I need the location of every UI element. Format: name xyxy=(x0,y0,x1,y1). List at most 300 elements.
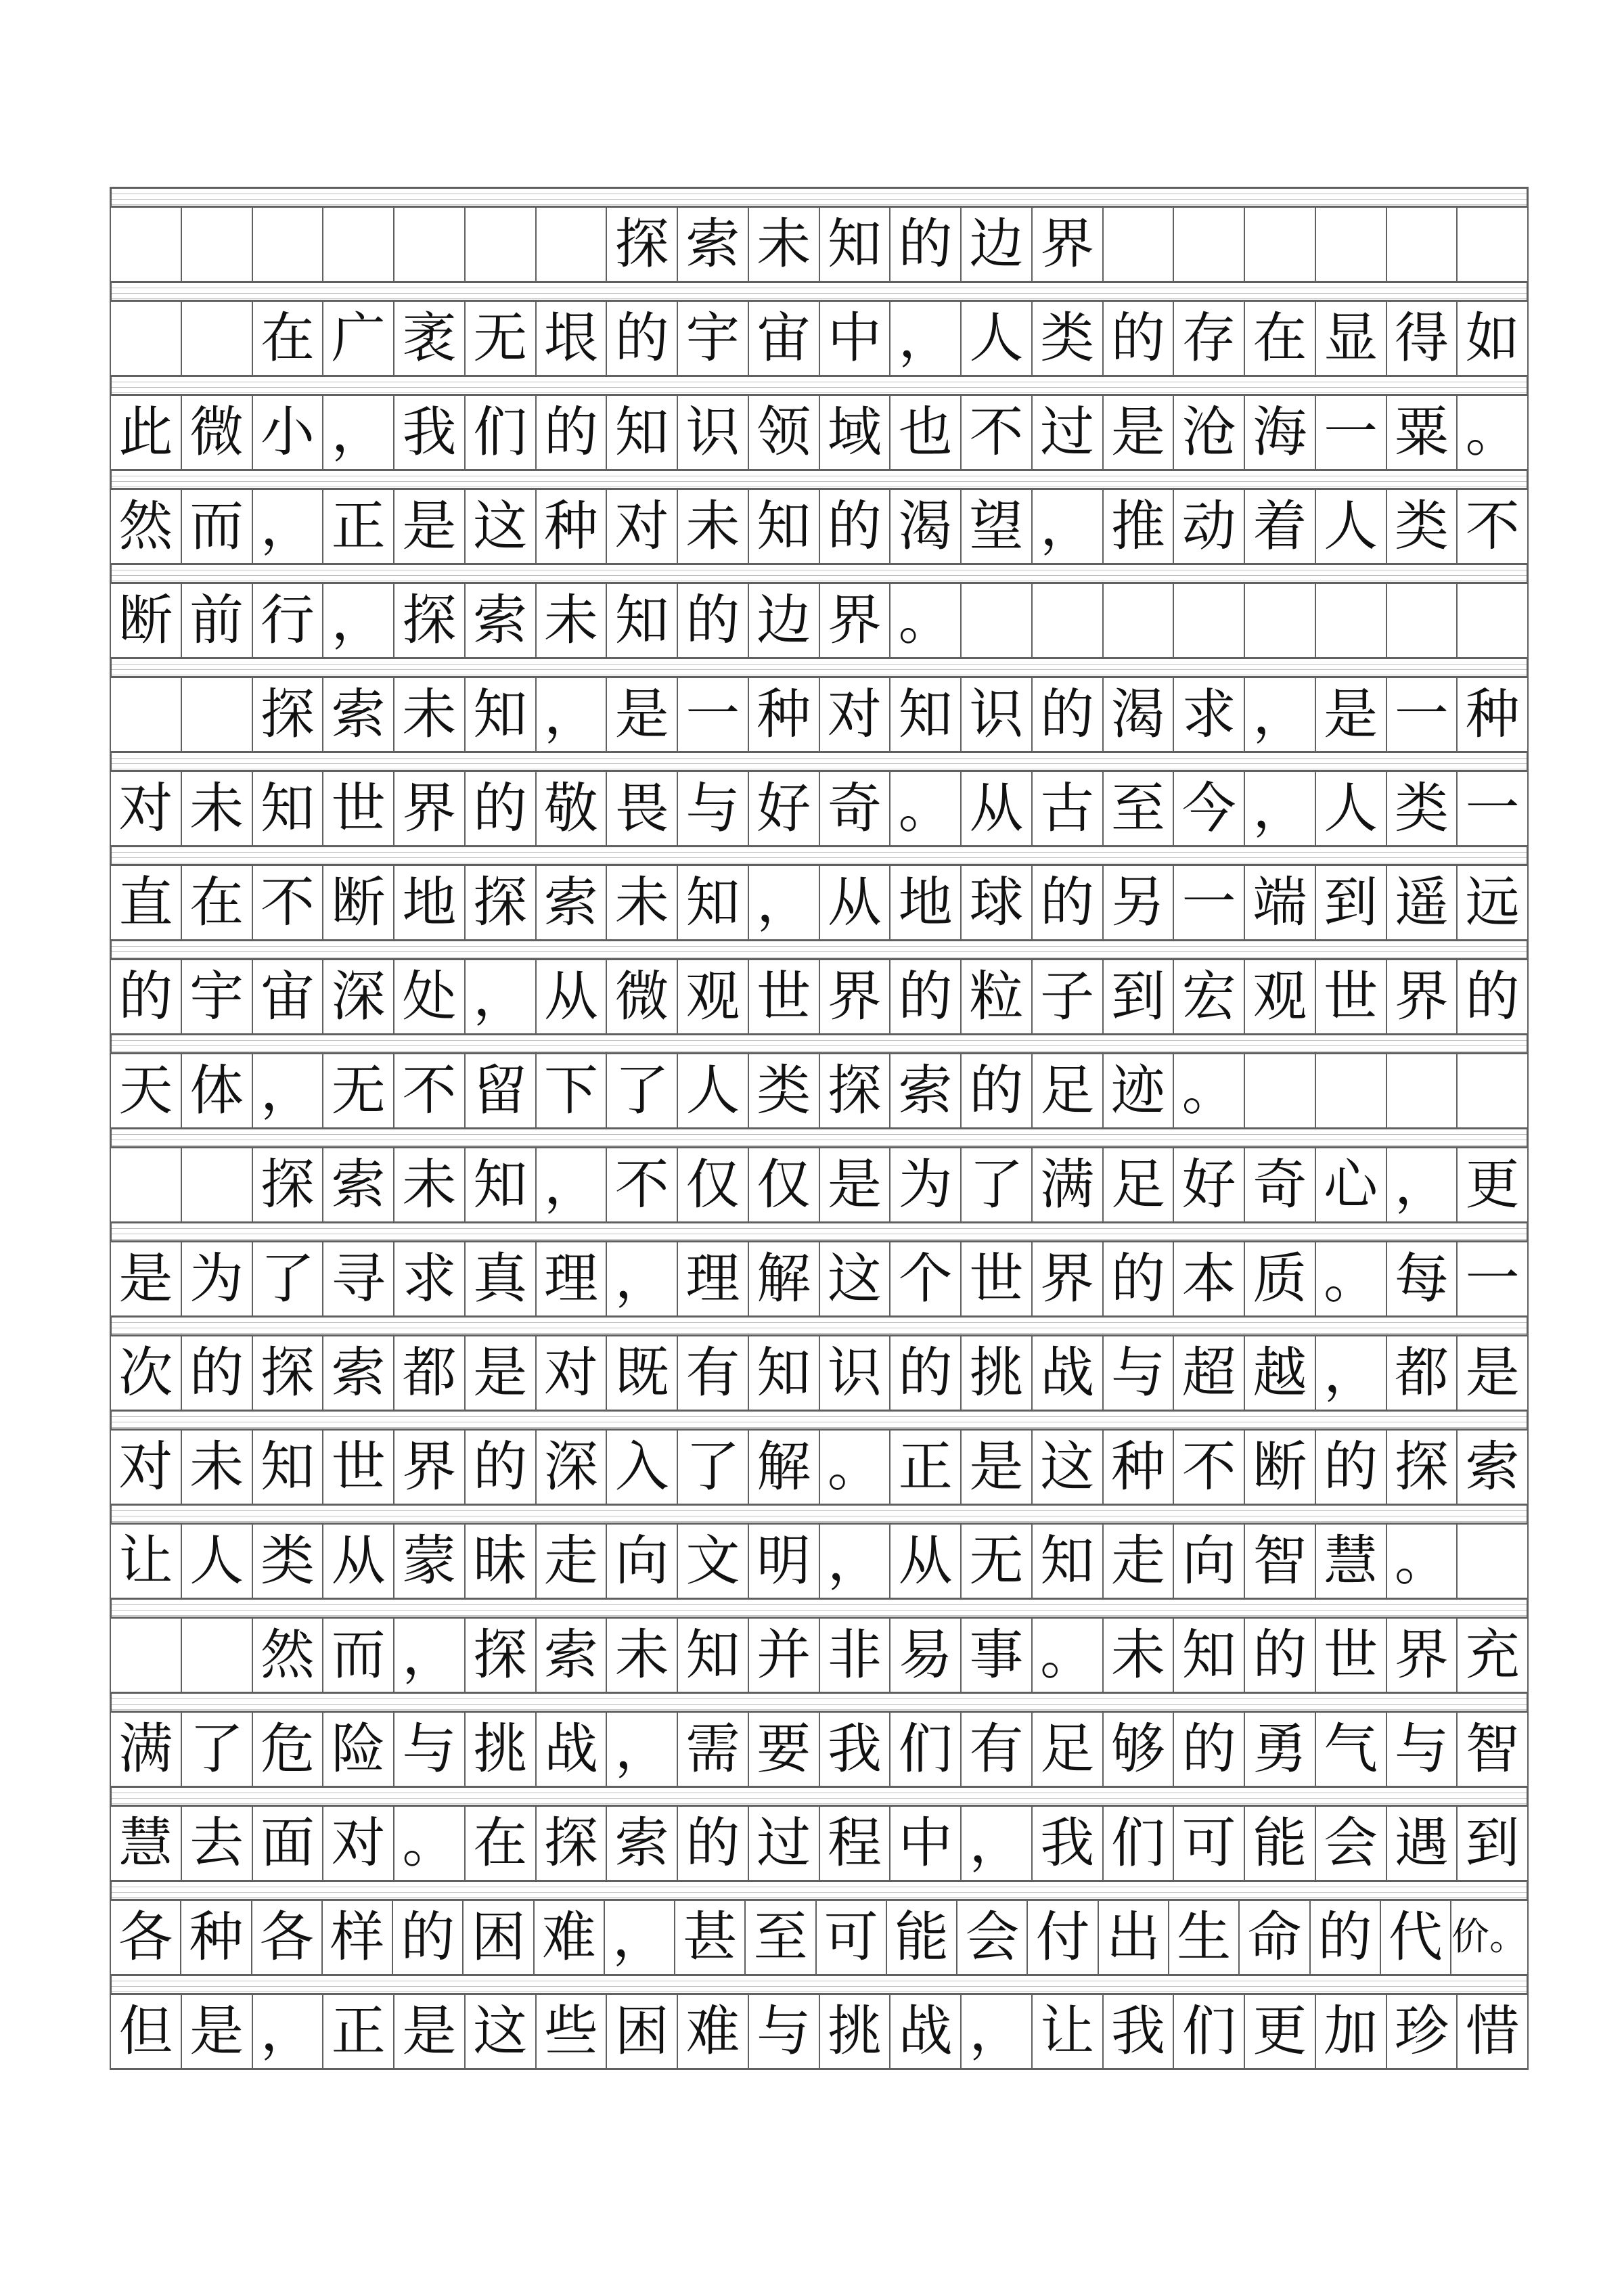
grid-cell: 。 xyxy=(1033,1619,1104,1692)
grid-cell: 有 xyxy=(962,1713,1033,1786)
grid-cell xyxy=(1104,208,1175,281)
grid-cell: 至 xyxy=(746,1901,816,1974)
grid-cell: 。 xyxy=(1316,1242,1387,1315)
grid-cell: 蒙 xyxy=(394,1525,466,1598)
grid-cell: 遇 xyxy=(1387,1807,1458,1880)
grid-cell: 正 xyxy=(890,1431,962,1504)
grid-cell: 解 xyxy=(749,1242,820,1315)
row-spacer xyxy=(110,471,1529,490)
grid-cell: 未 xyxy=(607,866,678,939)
grid-cell: 索 xyxy=(607,1807,678,1880)
grid-cell: 各 xyxy=(111,1901,181,1974)
grid-cell: 边 xyxy=(749,584,820,657)
row-spacer xyxy=(110,1035,1529,1054)
grid-cell: 面 xyxy=(253,1807,324,1880)
grid-cell: 探 xyxy=(1387,1431,1458,1504)
grid-cell: 更 xyxy=(1245,1995,1316,2068)
grid-cell: 迹 xyxy=(1104,1054,1175,1127)
grid-cell: 未 xyxy=(1104,1619,1175,1692)
row-spacer xyxy=(110,283,1529,302)
grid-cell: 满 xyxy=(111,1713,182,1786)
grid-cell: 战 xyxy=(1033,1336,1104,1410)
title-char: 未 xyxy=(749,208,820,281)
grid-cell: 的 xyxy=(1033,866,1104,939)
text-row xyxy=(110,1619,1529,1694)
grid-cell: 对 xyxy=(537,1336,608,1410)
grid-cell: 索 xyxy=(890,1054,962,1127)
text-row xyxy=(110,1807,1529,1882)
grid-cell: 的 xyxy=(607,302,678,375)
grid-cell: 过 xyxy=(749,1807,820,1880)
grid-cell: 的 xyxy=(1033,678,1104,751)
grid-cell: 世 xyxy=(1316,1619,1387,1692)
text-row xyxy=(110,1525,1529,1600)
grid-cell: 人 xyxy=(678,1054,749,1127)
grid-cell: 难 xyxy=(535,1901,605,1974)
grid-cell: 并 xyxy=(749,1619,820,1692)
grid-cell: 挑 xyxy=(820,1995,891,2068)
grid-cell: 探 xyxy=(466,1619,537,1692)
grid-cell xyxy=(1104,584,1175,657)
grid-cell: 生 xyxy=(1169,1901,1240,1974)
grid-cell: 界 xyxy=(1033,1242,1104,1315)
grid-cell xyxy=(182,1619,253,1692)
grid-cell: ， xyxy=(253,490,324,563)
grid-cell: 未 xyxy=(182,1431,253,1504)
grid-cell: ， xyxy=(820,1525,891,1598)
grid-cell: 都 xyxy=(1387,1336,1458,1410)
grid-cell: 与 xyxy=(1387,1713,1458,1786)
grid-cell: 仅 xyxy=(749,1148,820,1221)
grid-cell: 类 xyxy=(1033,302,1104,375)
title-char: 探 xyxy=(607,208,678,281)
row-spacer xyxy=(110,659,1529,678)
grid-cell xyxy=(253,208,324,281)
text-row xyxy=(110,960,1529,1035)
grid-cell: 识 xyxy=(820,1336,891,1410)
grid-cell: 不 xyxy=(394,1054,466,1127)
grid-cell: 从 xyxy=(890,1525,962,1598)
grid-cell: 会 xyxy=(957,1901,1028,1974)
grid-cell: 袤 xyxy=(394,302,466,375)
grid-cell: 各 xyxy=(252,1901,323,1974)
grid-cell: 而 xyxy=(182,490,253,563)
grid-cell: 们 xyxy=(1104,1807,1175,1880)
grid-cell: 满 xyxy=(1033,1148,1104,1221)
grid-cell: 世 xyxy=(749,960,820,1033)
grid-cell: 奇 xyxy=(1245,1148,1316,1221)
grid-cell: 有 xyxy=(678,1336,749,1410)
grid-cell: 界 xyxy=(394,772,466,845)
grid-cell: 个 xyxy=(890,1242,962,1315)
title-char: 索 xyxy=(678,208,749,281)
grid-cell: 加 xyxy=(1316,1995,1387,2068)
grid-cell: 深 xyxy=(323,960,394,1033)
grid-cell: 慧 xyxy=(111,1807,182,1880)
grid-cell: 知 xyxy=(607,584,678,657)
grid-cell: 索 xyxy=(1458,1431,1529,1504)
grid-cell: 对 xyxy=(820,678,891,751)
row-spacer xyxy=(110,1129,1529,1148)
grid-cell: 粒 xyxy=(962,960,1033,1033)
grid-cell: 探 xyxy=(394,584,466,657)
grid-cell: 正 xyxy=(323,1995,394,2068)
grid-cell: 人 xyxy=(962,302,1033,375)
grid-cell: 渴 xyxy=(1104,678,1175,751)
grid-cell: 解 xyxy=(749,1431,820,1504)
grid-cell: 断 xyxy=(111,584,182,657)
grid-cell: 对 xyxy=(111,772,182,845)
row-spacer xyxy=(110,1976,1529,1995)
grid-cell: ， xyxy=(537,1148,608,1221)
grid-cell xyxy=(962,584,1033,657)
grid-cell: 正 xyxy=(323,490,394,563)
grid-cell: 人 xyxy=(1316,490,1387,563)
text-row xyxy=(110,490,1529,565)
grid-cell xyxy=(1458,1054,1529,1127)
grid-cell: 慧 xyxy=(1316,1525,1387,1598)
grid-cell: 知 xyxy=(253,1431,324,1504)
grid-cell: 观 xyxy=(1245,960,1316,1033)
grid-cell: 会 xyxy=(1316,1807,1387,1880)
grid-cell: 挑 xyxy=(466,1713,537,1786)
grid-cell: 未 xyxy=(394,678,466,751)
grid-cell: 知 xyxy=(678,866,749,939)
grid-cell: 挑 xyxy=(962,1336,1033,1410)
grid-cell xyxy=(1174,584,1245,657)
grid-cell: 未 xyxy=(607,1619,678,1692)
grid-cell: 地 xyxy=(394,866,466,939)
grid-cell xyxy=(182,302,253,375)
grid-cell: 种 xyxy=(181,1901,252,1974)
grid-cell: 敬 xyxy=(537,772,608,845)
grid-cell: 的 xyxy=(182,1336,253,1410)
grid-cell: 行 xyxy=(253,584,324,657)
grid-cell: 渴 xyxy=(890,490,962,563)
grid-cell: 的 xyxy=(890,1336,962,1410)
grid-cell: 不 xyxy=(1458,490,1529,563)
grid-cell: 向 xyxy=(1174,1525,1245,1598)
grid-cell: 知 xyxy=(607,396,678,469)
grid-cell: 探 xyxy=(537,1807,608,1880)
grid-cell: 理 xyxy=(537,1242,608,1315)
grid-cell: 战 xyxy=(890,1995,962,2068)
row-spacer xyxy=(110,1318,1529,1336)
grid-cell: 难 xyxy=(678,1995,749,2068)
grid-cell: 不 xyxy=(607,1148,678,1221)
grid-cell: 的 xyxy=(1174,1713,1245,1786)
grid-cell: 价。 xyxy=(1451,1901,1529,1974)
grid-cell: 域 xyxy=(820,396,891,469)
grid-cell: 种 xyxy=(1104,1431,1175,1504)
grid-cell: 我 xyxy=(1033,1807,1104,1880)
grid-cell xyxy=(182,1148,253,1221)
grid-cell: 领 xyxy=(749,396,820,469)
grid-cell: 子 xyxy=(1033,960,1104,1033)
grid-cell: 知 xyxy=(1174,1619,1245,1692)
grid-cell: 一 xyxy=(1174,866,1245,939)
text-row xyxy=(110,1995,1529,2070)
grid-cell: 人 xyxy=(1316,772,1387,845)
grid-cell: 些 xyxy=(537,1995,608,2068)
grid-cell: 够 xyxy=(1104,1713,1175,1786)
grid-cell: 然 xyxy=(253,1619,324,1692)
row-spacer xyxy=(110,1882,1529,1901)
grid-cell: 。 xyxy=(890,772,962,845)
grid-cell xyxy=(111,208,182,281)
grid-cell: 智 xyxy=(1458,1713,1529,1786)
grid-cell: 种 xyxy=(1458,678,1529,751)
grid-cell: 险 xyxy=(323,1713,394,1786)
grid-cell: 存 xyxy=(1174,302,1245,375)
grid-cell: 知 xyxy=(749,1336,820,1410)
grid-cell: 本 xyxy=(1174,1242,1245,1315)
grid-cell: 次 xyxy=(111,1336,182,1410)
grid-cell: 是 xyxy=(1458,1336,1529,1410)
grid-cell: 甚 xyxy=(675,1901,746,1974)
grid-cell xyxy=(1033,584,1104,657)
grid-cell: 从 xyxy=(537,960,608,1033)
grid-cell: 足 xyxy=(1033,1054,1104,1127)
grid-cell: 我 xyxy=(820,1713,891,1786)
grid-cell: ， xyxy=(323,584,394,657)
grid-cell xyxy=(323,208,394,281)
grid-cell: 。 xyxy=(1174,1054,1245,1127)
grid-cell: 种 xyxy=(749,678,820,751)
row-spacer xyxy=(110,1223,1529,1242)
grid-cell: 知 xyxy=(466,678,537,751)
grid-cell xyxy=(1316,584,1387,657)
grid-cell: 望 xyxy=(962,490,1033,563)
grid-cell: 沧 xyxy=(1174,396,1245,469)
grid-cell: 远 xyxy=(1458,866,1529,939)
grid-cell: 知 xyxy=(1033,1525,1104,1598)
row-spacer xyxy=(110,189,1529,208)
grid-cell: 观 xyxy=(678,960,749,1033)
grid-cell: 类 xyxy=(253,1525,324,1598)
grid-cell: 是 xyxy=(466,1336,537,1410)
grid-cell: 代 xyxy=(1381,1901,1451,1974)
grid-cell: 与 xyxy=(394,1713,466,1786)
grid-cell: 类 xyxy=(1387,490,1458,563)
grid-cell: 今 xyxy=(1174,772,1245,845)
grid-cell: 是 xyxy=(1104,396,1175,469)
grid-cell: 畏 xyxy=(607,772,678,845)
grid-cell: 需 xyxy=(678,1713,749,1786)
grid-cell: 要 xyxy=(749,1713,820,1786)
grid-cell: 未 xyxy=(537,584,608,657)
grid-cell: 类 xyxy=(1387,772,1458,845)
grid-cell xyxy=(1245,584,1316,657)
grid-cell: 们 xyxy=(466,396,537,469)
grid-cell: 而 xyxy=(323,1619,394,1692)
grid-cell: 昧 xyxy=(466,1525,537,1598)
text-row xyxy=(110,1901,1529,1976)
grid-cell: 的 xyxy=(1104,302,1175,375)
grid-cell: 从 xyxy=(820,866,891,939)
grid-cell: 天 xyxy=(111,1054,182,1127)
grid-cell: 的 xyxy=(466,772,537,845)
grid-cell: 识 xyxy=(678,396,749,469)
grid-cell: 索 xyxy=(537,1619,608,1692)
grid-cell xyxy=(1458,208,1529,281)
grid-cell: 的 xyxy=(111,960,182,1033)
grid-cell: 宙 xyxy=(253,960,324,1033)
grid-cell: 去 xyxy=(182,1807,253,1880)
text-row xyxy=(110,866,1529,941)
grid-cell: 在 xyxy=(253,302,324,375)
grid-cell: 中 xyxy=(890,1807,962,1880)
grid-cell xyxy=(1245,1054,1316,1127)
grid-cell: 是 xyxy=(394,1995,466,2068)
grid-cell: 小 xyxy=(253,396,324,469)
grid-cell: 从 xyxy=(323,1525,394,1598)
grid-cell: ， xyxy=(749,866,820,939)
grid-cell: 珍 xyxy=(1387,1995,1458,2068)
grid-cell: 们 xyxy=(1174,1995,1245,2068)
grid-cell: 。 xyxy=(394,1807,466,1880)
grid-cell xyxy=(1387,1054,1458,1127)
grid-cell: 质 xyxy=(1245,1242,1316,1315)
grid-cell: 的 xyxy=(962,1054,1033,1127)
grid-cell: 为 xyxy=(890,1148,962,1221)
grid-cell xyxy=(111,302,182,375)
grid-cell: 这 xyxy=(466,490,537,563)
grid-cell: 断 xyxy=(323,866,394,939)
grid-cell: 的 xyxy=(890,960,962,1033)
grid-cell: 是 xyxy=(182,1995,253,2068)
text-row xyxy=(110,1431,1529,1506)
grid-cell: 气 xyxy=(1316,1713,1387,1786)
grid-cell: 都 xyxy=(394,1336,466,1410)
grid-cell: 世 xyxy=(1316,960,1387,1033)
grid-cell: 知 xyxy=(678,1619,749,1692)
grid-cell: 可 xyxy=(817,1901,887,1974)
grid-cell: 知 xyxy=(749,490,820,563)
title-char: 边 xyxy=(962,208,1033,281)
grid-cell: 一 xyxy=(1458,1242,1529,1315)
grid-cell xyxy=(394,208,466,281)
grid-cell: 前 xyxy=(182,584,253,657)
grid-cell: 越 xyxy=(1245,1336,1316,1410)
grid-cell: 在 xyxy=(1245,302,1316,375)
grid-cell: 的 xyxy=(1316,1431,1387,1504)
row-spacer xyxy=(110,1412,1529,1431)
grid-cell: 宏 xyxy=(1174,960,1245,1033)
grid-cell: 界 xyxy=(820,584,891,657)
grid-cell xyxy=(1245,208,1316,281)
grid-cell: 出 xyxy=(1099,1901,1169,1974)
grid-cell: 们 xyxy=(890,1713,962,1786)
grid-cell: ， xyxy=(1245,772,1316,845)
grid-cell: ， xyxy=(253,1995,324,2068)
grid-cell: 海 xyxy=(1245,396,1316,469)
grid-cell: 一 xyxy=(1387,678,1458,751)
grid-cell: 知 xyxy=(253,772,324,845)
grid-cell xyxy=(182,678,253,751)
grid-cell: 从 xyxy=(962,772,1033,845)
grid-cell: 了 xyxy=(678,1431,749,1504)
grid-cell: 与 xyxy=(749,1995,820,2068)
grid-cell: 地 xyxy=(890,866,962,939)
grid-cell: 我 xyxy=(1104,1995,1175,2068)
grid-cell: ， xyxy=(962,1995,1033,2068)
grid-cell: ， xyxy=(1316,1336,1387,1410)
text-row xyxy=(110,302,1529,377)
grid-cell: 断 xyxy=(1245,1431,1316,1504)
grid-cell: 了 xyxy=(182,1713,253,1786)
grid-cell: 与 xyxy=(678,772,749,845)
row-spacer xyxy=(110,1600,1529,1619)
grid-cell: 。 xyxy=(820,1431,891,1504)
grid-cell xyxy=(1458,1525,1529,1598)
grid-cell: 。 xyxy=(1387,1525,1458,1598)
grid-cell: ， xyxy=(253,1054,324,1127)
grid-cell: 探 xyxy=(466,866,537,939)
grid-cell xyxy=(1387,584,1458,657)
grid-cell: 样 xyxy=(323,1901,393,1974)
grid-cell: ， xyxy=(890,302,962,375)
grid-cell: 另 xyxy=(1104,866,1175,939)
grid-cell: 好 xyxy=(749,772,820,845)
grid-cell: 宇 xyxy=(678,302,749,375)
grid-cell: 处 xyxy=(394,960,466,1033)
grid-cell: 心 xyxy=(1316,1148,1387,1221)
grid-cell: 深 xyxy=(537,1431,608,1504)
grid-cell: 宇 xyxy=(182,960,253,1033)
grid-cell: ， xyxy=(466,960,537,1033)
grid-cell: 中 xyxy=(820,302,891,375)
grid-cell: 勇 xyxy=(1245,1713,1316,1786)
grid-cell: 一 xyxy=(1458,772,1529,845)
grid-cell: 种 xyxy=(537,490,608,563)
grid-cell: 的 xyxy=(1311,1901,1381,1974)
grid-cell xyxy=(537,208,608,281)
grid-cell: 明 xyxy=(749,1525,820,1598)
grid-cell: 至 xyxy=(1104,772,1175,845)
grid-cell: 能 xyxy=(1245,1807,1316,1880)
grid-cell: 索 xyxy=(537,866,608,939)
grid-cell: 留 xyxy=(466,1054,537,1127)
grid-cell: 既 xyxy=(607,1336,678,1410)
grid-cell: 索 xyxy=(323,678,394,751)
grid-cell: 了 xyxy=(253,1242,324,1315)
grid-cell: 的 xyxy=(678,1807,749,1880)
grid-cell: 一 xyxy=(1316,396,1387,469)
grid-cell: 过 xyxy=(1033,396,1104,469)
grid-cell: 识 xyxy=(962,678,1033,751)
grid-cell: 得 xyxy=(1387,302,1458,375)
grid-cell: 探 xyxy=(253,678,324,751)
grid-cell: 探 xyxy=(820,1054,891,1127)
grid-cell: 程 xyxy=(820,1807,891,1880)
grid-cell: ， xyxy=(323,396,394,469)
grid-cell: 在 xyxy=(182,866,253,939)
row-spacer xyxy=(110,753,1529,772)
grid-cell: 探 xyxy=(253,1336,324,1410)
grid-cell: 易 xyxy=(890,1619,962,1692)
grid-cell: 索 xyxy=(466,584,537,657)
text-row xyxy=(110,678,1529,753)
text-row xyxy=(110,1054,1529,1129)
grid-cell: 。 xyxy=(890,584,962,657)
grid-cell: 推 xyxy=(1104,490,1175,563)
grid-cell: ， xyxy=(605,1901,675,1974)
grid-cell: 的 xyxy=(466,1431,537,1504)
grid-cell: 是 xyxy=(820,1148,891,1221)
grid-cell: 寻 xyxy=(323,1242,394,1315)
text-row xyxy=(110,1242,1529,1318)
